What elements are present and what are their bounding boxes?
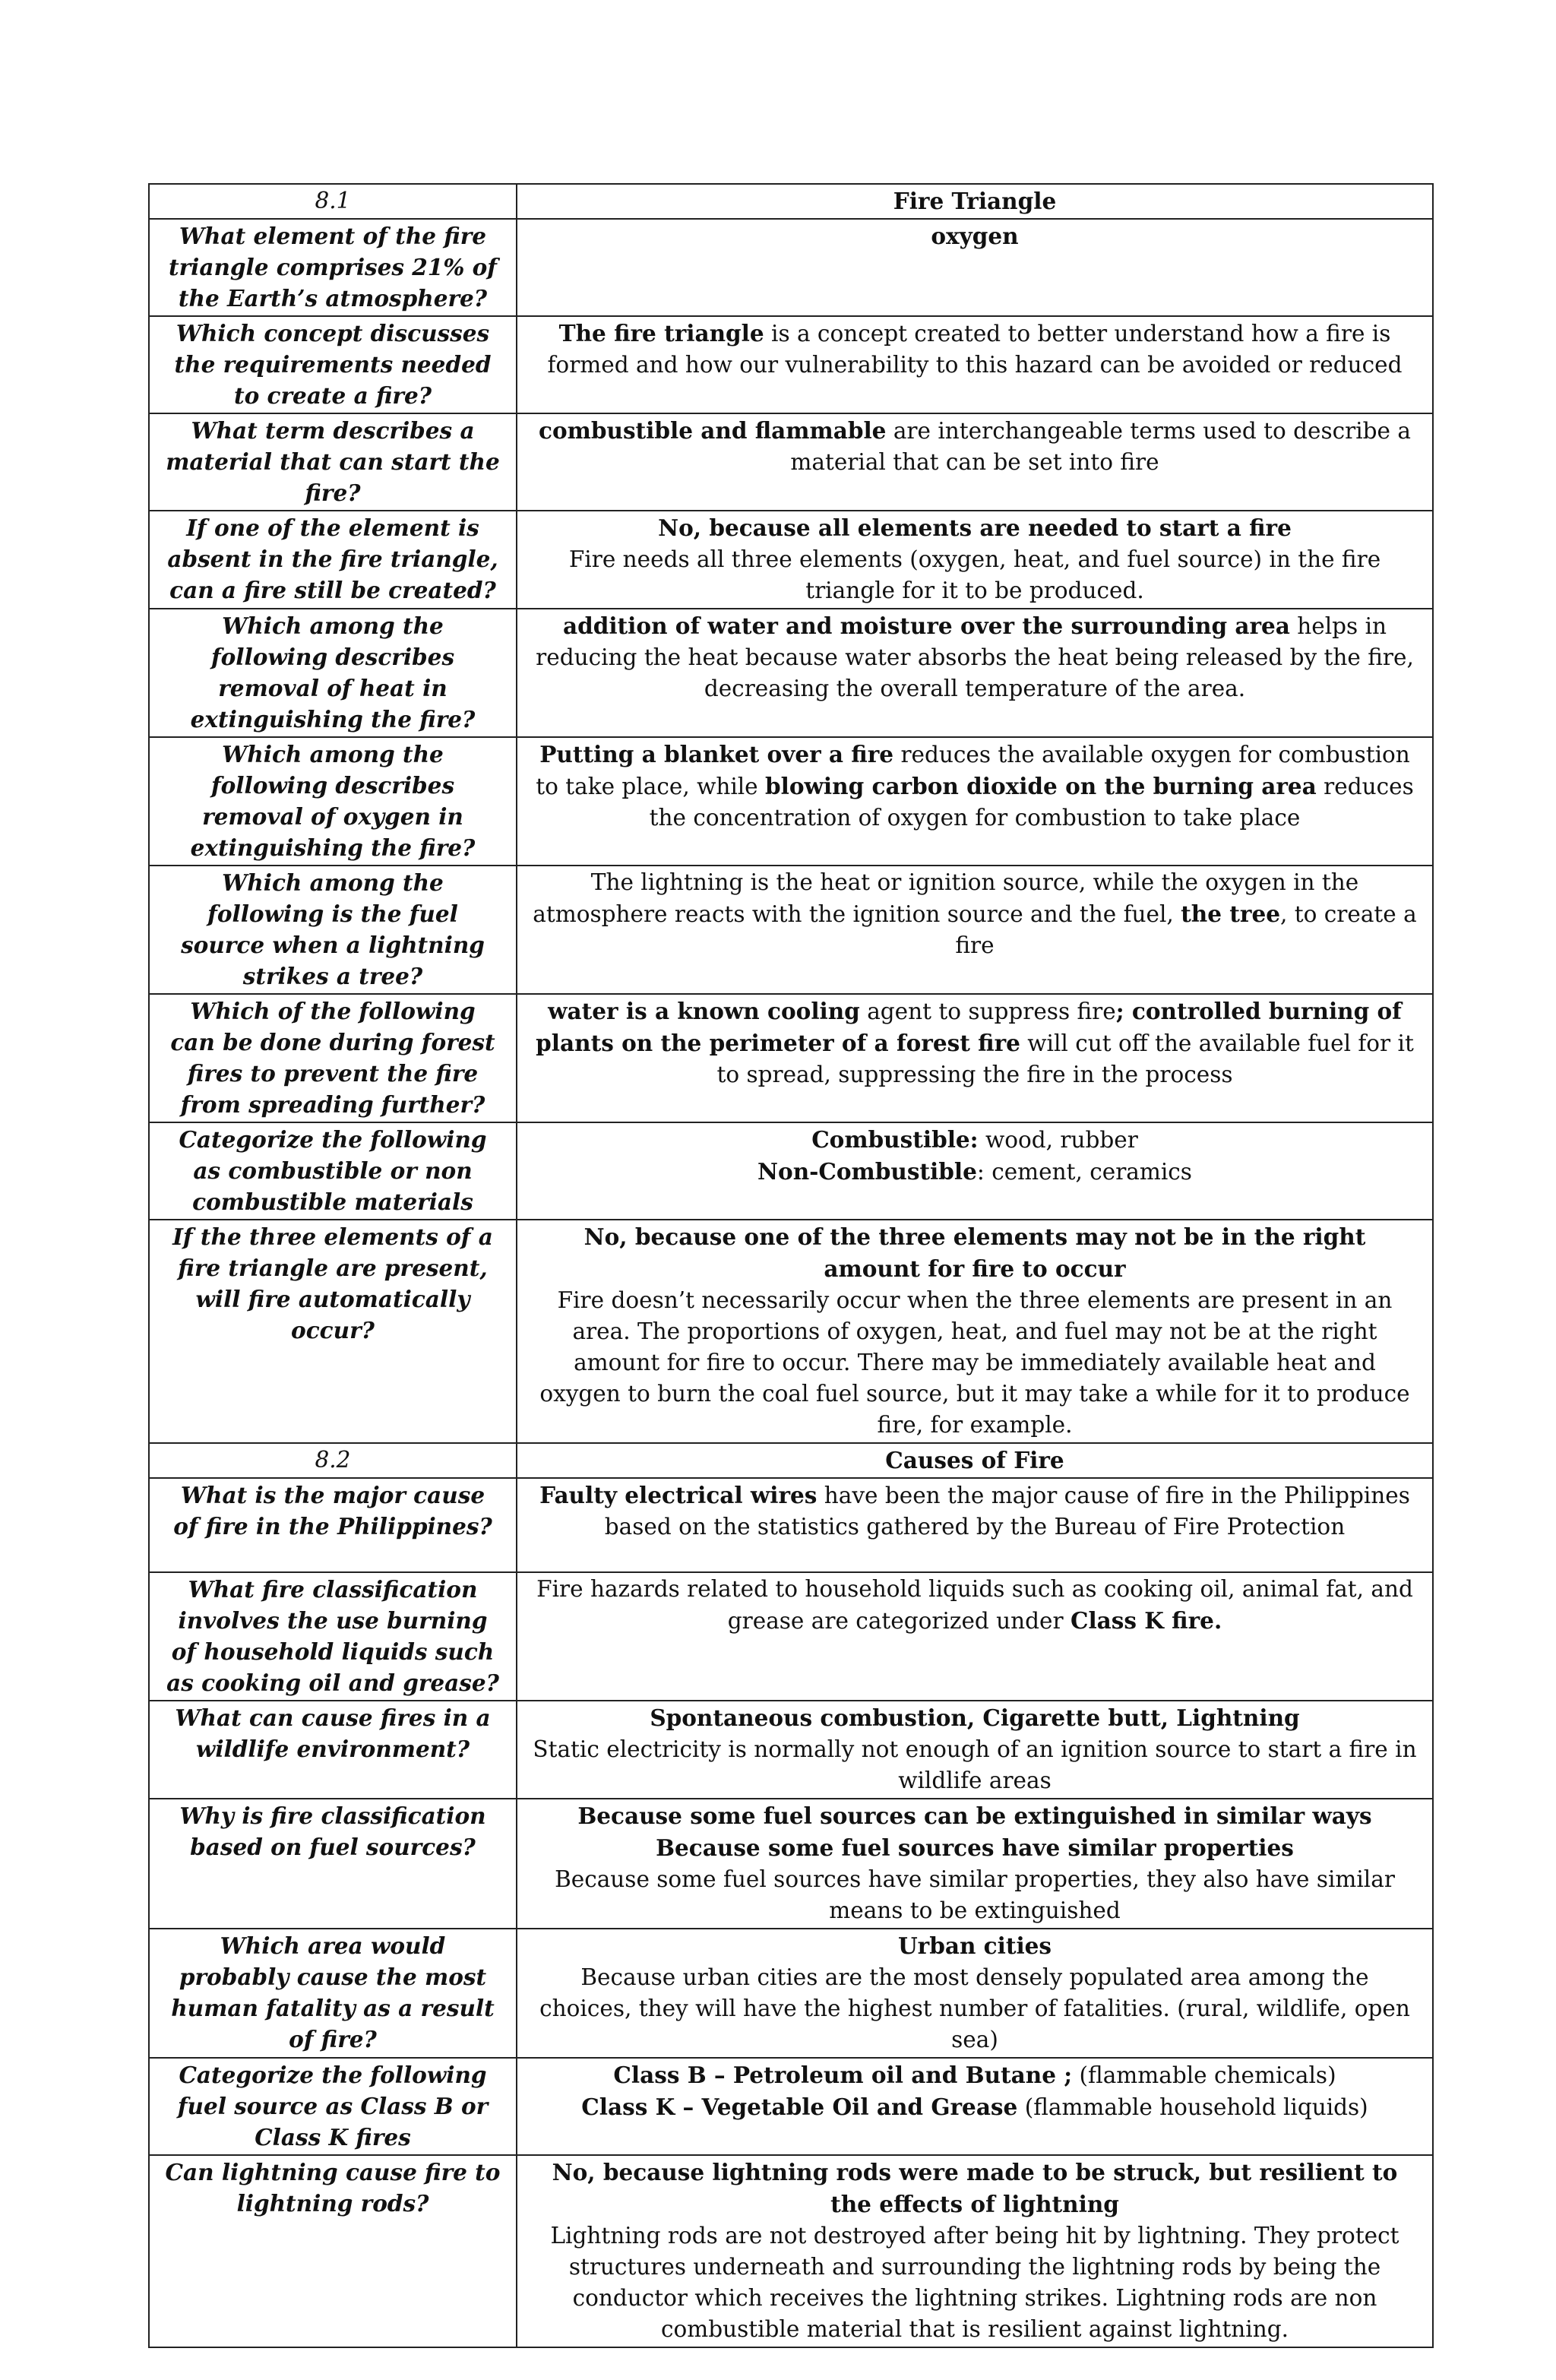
answer-cell [517,1122,1433,1220]
answer-bold-text: No, because all elements are needed to start a fire [658,514,1292,541]
answer-bold-text: ; controlled burning of plants on the perimeter of a forest fire [536,998,1402,1056]
answer-bold-text: Non-Combustible [757,1158,977,1185]
answer-bold-text: combustible and flammable [539,417,887,444]
answer-line [533,220,1417,252]
answer-line [533,739,1417,834]
answer-line [533,1832,1417,1864]
answer-text: have been the major cause of fire in the Philippines based on the statistics gathered by the Bureau of Fire Protection [604,1483,1410,1540]
answer-bold-text: Class K fire. [1070,1607,1222,1634]
qa-row [149,1572,1433,1701]
answer-text: reduces the available oxygen for combustion to take place, while [536,742,1410,799]
question-cell: If the three elements of a fire triangle are present, will fire automatically occur? [149,1220,517,1443]
answer-line [533,512,1417,544]
answer-line [533,1702,1417,1734]
answer-bold-text: Putting a blanket over a fire [539,741,894,767]
question-cell: Why is fire classification based on fuel sources? [149,1799,517,1929]
answer-text: Lightning rods are not destroyed after being hit by lightning. They protect structures underneath and surrounding the lightning rods by being the conductor which receives the lightning strikes. Lightning rods are non combustible material that is resilient against lightning. [550,2223,1399,2342]
answer-text: Fire needs all three elements (oxygen, heat, and fuel source) in the fire triangle for it to be produced. [568,546,1381,603]
qa-row [149,994,1433,1122]
question-cell: What is the major cause of fire in the Philippines? [149,1478,517,1572]
answer-cell [517,413,1433,511]
qa-row [149,413,1433,511]
answer-bold-text: Because some fuel sources can be extinguished in similar ways [577,1802,1372,1829]
question-cell: Which of the following can be done during forest fires to prevent the fire from spreading further? [149,994,517,1122]
answer-bold-text: the tree [1181,900,1280,927]
qa-row [149,1220,1433,1443]
qa-row [149,737,1433,866]
qa-row [149,511,1433,609]
section-title: Causes of Fire [517,1443,1433,1478]
answer-cell [517,1799,1433,1929]
answer-cell [517,2058,1433,2155]
answer-line [533,1480,1417,1543]
answer-text: , to create a fire [955,901,1417,958]
qa-row [149,2058,1433,2155]
fire-qa-table [148,183,1434,2348]
section-header-row [149,184,1433,219]
answer-line [533,2091,1417,2123]
answer-bold-text: oxygen [931,223,1019,249]
answer-bold-text: Because some fuel sources have similar properties [656,1834,1294,1861]
answer-line [533,415,1417,478]
question-cell: Can lightning cause fire to lightning rods? [149,2155,517,2347]
section-header-row [149,1443,1433,1478]
answer-bold-text: No, because lightning rods were made to be struck, but resilient to the effects of lightning [552,2159,1398,2217]
answer-text: agent to suppress fire [859,999,1116,1024]
answer-cell [517,609,1433,737]
qa-row [149,316,1433,413]
answer-bold-text: The fire triangle [558,320,764,347]
answer-line [533,2059,1417,2091]
answer-line [533,1962,1417,2056]
answer-line [533,1156,1417,1188]
answer-line [533,2220,1417,2345]
question-cell: Categorize the following fuel source as Class B or Class K fires [149,2058,517,2155]
answer-bold-text: Spontaneous combustion, Cigarette butt, Lightning [650,1704,1300,1731]
answer-cell [517,1478,1433,1572]
answer-text: Fire doesn’t necessarily occur when the three elements are present in an area. The proportions of oxygen, heat, and fuel may not be at the right amount for fire to occur. There may be immediately available heat and oxygen to burn the coal fuel source, but it may take a while for it to produce fire, for example. [539,1287,1410,1438]
qa-row [149,609,1433,737]
answer-cell [517,511,1433,609]
answer-bold-text: Faulty electrical wires [539,1482,818,1508]
question-cell: What element of the fire triangle comprises 21% of the Earth’s atmosphere? [149,219,517,316]
answer-cell [517,1929,1433,2058]
answer-cell [517,866,1433,994]
answer-text: Because urban cities are the most densely populated area among the choices, they will have the highest number of fatalities. (rural, wildlife, open sea) [539,1964,1410,2052]
answer-text: Static electricity is normally not enough of an ignition source to start a fire in wildlife areas [533,1736,1417,1793]
answer-text: will cut off the available fuel for it to spread, suppressing the fire in the process [716,1030,1414,1087]
answer-line [533,610,1417,704]
answer-line [533,1124,1417,1156]
answer-cell [517,994,1433,1122]
answer-line [533,1734,1417,1796]
answer-cell [517,316,1433,413]
answer-line [533,1574,1417,1637]
question-cell: Which among the following describes removal of oxygen in extinguishing the fire? [149,737,517,866]
question-cell: Which among the following is the fuel source when a lightning strikes a tree? [149,866,517,994]
qa-row [149,1122,1433,1220]
answer-text: helps in reducing the heat because water absorbs the heat being released by the fire, decreasing the overall temperature of the area. [536,613,1414,701]
qa-table-body [149,184,1433,2347]
answer-cell [517,219,1433,316]
question-cell: Which area would probably cause the most human fatality as a result of fire? [149,1929,517,2058]
answer-bold-text: blowing carbon dioxide on the burning area [765,773,1317,799]
qa-row [149,866,1433,994]
answer-line [533,1221,1417,1285]
answer-cell [517,1220,1433,1443]
answer-text: Because some fuel sources have similar properties, they also have similar means to be extinguished [555,1866,1395,1923]
answer-line [533,1800,1417,1832]
question-cell: Categorize the following as combustible or non combustible materials [149,1122,517,1220]
answer-line [533,2157,1417,2220]
answer-cell [517,1572,1433,1701]
answer-line [533,1930,1417,1962]
answer-text: (flammable household liquids) [1017,2094,1368,2120]
qa-row [149,1478,1433,1572]
answer-line [533,1285,1417,1441]
answer-line [533,1864,1417,1926]
answer-text: is a concept created to better understand how a fire is formed and how our vulnerability to this hazard can be avoided or reduced [547,321,1403,378]
qa-row [149,1929,1433,2058]
qa-row [149,1701,1433,1799]
qa-row [149,1799,1433,1929]
question-cell: What can cause fires in a wildlife environment? [149,1701,517,1799]
answer-line [533,318,1417,381]
answer-text: The lightning is the heat or ignition source, while the oxygen in the atmosphere reacts with the ignition source and the fuel, [533,869,1359,927]
question-cell: Which among the following describes removal of heat in extinguishing the fire? [149,609,517,737]
answer-text: are interchangeable terms used to describe a material that can be set into fire [790,418,1411,475]
answer-bold-text: water is a known cooling [548,998,860,1024]
section-number: 8.1 [149,184,517,219]
answer-text: wood, rubber [978,1127,1138,1153]
question-cell: If one of the element is absent in the fire triangle, can a fire still be created? [149,511,517,609]
answer-bold-text: Class B – Petroleum oil and Butane ; [613,2062,1073,2088]
answer-cell [517,1701,1433,1799]
section-number: 8.2 [149,1443,517,1478]
question-cell: Which concept discusses the requirements needed to create a fire? [149,316,517,413]
answer-text: (flammable chemicals) [1072,2062,1336,2088]
answer-bold-text: Class K – Vegetable Oil and Grease [581,2094,1018,2120]
question-cell: What fire classification involves the use burning of household liquids such as cooking oil and grease? [149,1572,517,1701]
answer-bold-text: Urban cities [897,1932,1052,1959]
answer-text: reduces the concentration of oxygen for combustion to take place [649,774,1414,831]
answer-line [533,867,1417,961]
answer-bold-text: addition of water and moisture over the surrounding area [562,612,1290,639]
answer-line [533,995,1417,1090]
answer-cell [517,737,1433,866]
section-title: Fire Triangle [517,184,1433,219]
answer-cell [517,2155,1433,2347]
answer-bold-text: Combustible: [811,1126,979,1153]
qa-row [149,2155,1433,2347]
qa-row [149,219,1433,316]
answer-bold-text: No, because one of the three elements may not be in the right amount for fire to occur [584,1223,1366,1282]
answer-text: Fire hazards related to household liquids such as cooking oil, animal fat, and grease are categorized under [536,1576,1413,1634]
answer-line [533,544,1417,606]
question-cell: What term describes a material that can start the fire? [149,413,517,511]
answer-text: : cement, ceramics [976,1159,1192,1185]
